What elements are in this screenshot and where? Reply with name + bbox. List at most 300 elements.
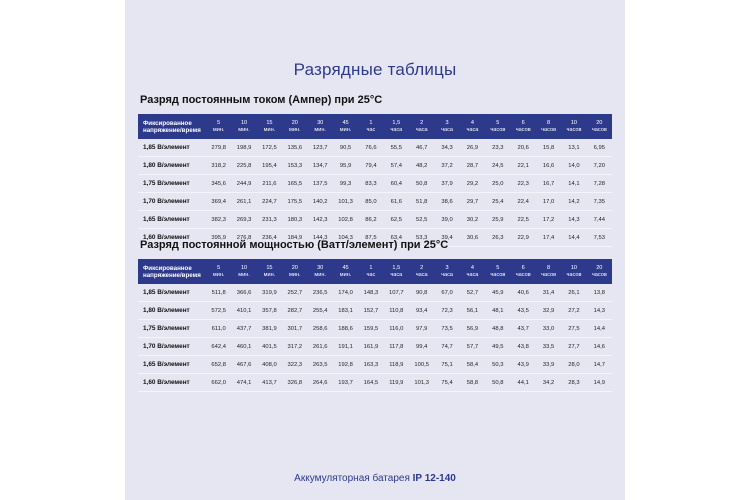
- table-cell: 14,3: [561, 211, 586, 229]
- table-cell: 326,8: [282, 374, 307, 392]
- table-cell: 164,5: [358, 374, 383, 392]
- table-cell: 15,8: [536, 139, 561, 157]
- table-cell: 45,9: [485, 284, 510, 302]
- header-time: [587, 114, 612, 139]
- header-time: [434, 259, 459, 284]
- table-cell: 14,6: [587, 338, 612, 356]
- table-cell: 225,8: [231, 157, 256, 175]
- table-cell: 144,3: [308, 229, 333, 247]
- header-time-value: 1,5: [392, 264, 401, 271]
- table-cell: 224,7: [257, 193, 282, 211]
- table-cell: 195,4: [257, 157, 282, 175]
- table-cell: 261,6: [308, 338, 333, 356]
- table-cell: 62,5: [384, 211, 409, 229]
- table-cell: 7,44: [587, 211, 612, 229]
- header-time: [384, 259, 409, 284]
- table-cell: 183,1: [333, 302, 358, 320]
- header-time-unit: мин.: [289, 126, 301, 133]
- header-time-value: 6: [521, 264, 525, 271]
- header-time: [561, 259, 586, 284]
- table-cell: 357,8: [257, 302, 282, 320]
- table-cell: 44,1: [511, 374, 536, 392]
- table-cell: 269,3: [231, 211, 256, 229]
- table-cell: 118,9: [384, 356, 409, 374]
- table-cell: 642,4: [206, 338, 231, 356]
- page-title: Разрядные таблицы: [293, 60, 457, 79]
- current-discharge-section: [138, 94, 612, 247]
- table-cell: 17,4: [536, 229, 561, 247]
- table-cell: 57,7: [460, 338, 485, 356]
- table-cell: 437,7: [231, 320, 256, 338]
- table-cell: 79,4: [358, 157, 383, 175]
- header-time-value: 8: [547, 264, 551, 271]
- header-time-value: 10: [240, 264, 248, 271]
- table-cell: 184,9: [282, 229, 307, 247]
- table-cell: 53,3: [409, 229, 434, 247]
- table-cell: 252,7: [282, 284, 307, 302]
- table-cell: 60,4: [384, 175, 409, 193]
- header-time: [460, 114, 485, 139]
- footer-model: IP 12-140: [412, 473, 456, 484]
- table-row: [138, 374, 612, 392]
- header-time-value: 30: [317, 264, 324, 271]
- row-label: 1,60 В/элемент: [138, 229, 206, 247]
- table-row: [138, 211, 612, 229]
- header-line: напряжение/время: [143, 271, 201, 279]
- header-time-unit: час: [366, 126, 376, 133]
- table-cell: 31,4: [536, 284, 561, 302]
- header-time-unit: часа: [441, 126, 454, 133]
- table-cell: 14,2: [561, 193, 586, 211]
- document-page: [125, 0, 625, 500]
- header-time: [257, 259, 282, 284]
- table-cell: 175,5: [282, 193, 307, 211]
- table-cell: 55,5: [384, 139, 409, 157]
- row-label: 1,85 В/элемент: [138, 284, 206, 302]
- row-label: 1,80 В/элемент: [138, 157, 206, 175]
- table-cell: 90,8: [409, 284, 434, 302]
- table-cell: 39,4: [434, 229, 459, 247]
- table-cell: 174,0: [333, 284, 358, 302]
- table-cell: 13,1: [561, 139, 586, 157]
- header-time-unit: мин.: [263, 126, 276, 133]
- table-cell: 13,8: [587, 284, 612, 302]
- header-time-unit: часов: [591, 271, 607, 278]
- table-cell: 107,7: [384, 284, 409, 302]
- table-cell: 34,2: [536, 374, 561, 392]
- table-cell: 52,7: [460, 284, 485, 302]
- table-cell: 140,2: [308, 193, 333, 211]
- table-cell: 159,5: [358, 320, 383, 338]
- table-cell: 87,5: [358, 229, 383, 247]
- header-time-unit: мин.: [314, 271, 326, 278]
- table-cell: 20,6: [511, 139, 536, 157]
- table-cell: 97,9: [409, 320, 434, 338]
- table-cell: 37,2: [434, 157, 459, 175]
- header-time: [333, 114, 358, 139]
- header-time: [511, 259, 536, 284]
- table-cell: 50,8: [485, 374, 510, 392]
- table-cell: 38,6: [434, 193, 459, 211]
- table-cell: 152,7: [358, 302, 383, 320]
- table-cell: 32,9: [536, 302, 561, 320]
- table-cell: 49,5: [485, 338, 510, 356]
- header-time-unit: часов: [566, 126, 582, 133]
- table-cell: 165,5: [282, 175, 307, 193]
- header-time: [231, 114, 256, 139]
- header-time-unit: мин.: [212, 271, 225, 278]
- table-title: Разряд постоянным током (Ампер) при 25°C: [140, 94, 383, 106]
- table-cell: 366,6: [231, 284, 256, 302]
- header-time: [231, 259, 256, 284]
- table-cell: 14,3: [587, 302, 612, 320]
- table-cell: 244,9: [231, 175, 256, 193]
- table-cell: 22,5: [511, 211, 536, 229]
- table-cell: 172,5: [257, 139, 282, 157]
- table-cell: 48,8: [485, 320, 510, 338]
- table-cell: 611,0: [206, 320, 231, 338]
- table-header-row: [138, 259, 612, 284]
- header-time-value: 20: [291, 264, 298, 271]
- header-time: [536, 114, 561, 139]
- header-time-unit: мин.: [339, 126, 352, 133]
- header-time-value: 2: [420, 264, 424, 271]
- row-label: 1,65 В/элемент: [138, 211, 206, 229]
- header-time: [384, 114, 409, 139]
- table-cell: 56,1: [460, 302, 485, 320]
- table-cell: 193,7: [333, 374, 358, 392]
- table-cell: 14,4: [587, 320, 612, 338]
- table-row: [138, 139, 612, 157]
- table-cell: 408,0: [257, 356, 282, 374]
- table-row: [138, 356, 612, 374]
- table-cell: 33,5: [536, 338, 561, 356]
- header-time-unit: часов: [515, 271, 531, 278]
- header-time: [333, 259, 358, 284]
- table-row: [138, 157, 612, 175]
- header-time-unit: мин.: [314, 126, 326, 133]
- table-cell: 22,3: [511, 175, 536, 193]
- row-label: 1,75 В/элемент: [138, 175, 206, 193]
- table-cell: 99,4: [409, 338, 434, 356]
- table-cell: 73,5: [434, 320, 459, 338]
- header-time-unit: часа: [415, 126, 428, 133]
- table-cell: 58,8: [460, 374, 485, 392]
- table-cell: 192,8: [333, 356, 358, 374]
- table-cell: 401,5: [257, 338, 282, 356]
- header-time-value: 5: [217, 119, 221, 126]
- table-cell: 460,1: [231, 338, 256, 356]
- table-cell: 75,4: [434, 374, 459, 392]
- table-cell: 142,3: [308, 211, 333, 229]
- table-cell: 43,5: [511, 302, 536, 320]
- table-cell: 27,7: [561, 338, 586, 356]
- table-cell: 236,5: [308, 284, 333, 302]
- table-cell: 26,3: [485, 229, 510, 247]
- header-time-unit: часов: [490, 126, 506, 133]
- table-cell: 57,4: [384, 157, 409, 175]
- header-time-unit: часа: [441, 271, 454, 278]
- table-cell: 37,9: [434, 175, 459, 193]
- table-cell: 34,3: [434, 139, 459, 157]
- table-cell: 28,7: [460, 157, 485, 175]
- table-cell: 134,7: [308, 157, 333, 175]
- table-cell: 46,7: [409, 139, 434, 157]
- table-cell: 39,0: [434, 211, 459, 229]
- table-row: [138, 175, 612, 193]
- table-cell: 14,7: [587, 356, 612, 374]
- table-cell: 100,5: [409, 356, 434, 374]
- header-time-value: 1: [369, 119, 373, 126]
- table-cell: 163,3: [358, 356, 383, 374]
- header-time-value: 20: [291, 119, 298, 126]
- header-time: [206, 259, 231, 284]
- footer-caption: [125, 473, 625, 484]
- table-cell: 198,9: [231, 139, 256, 157]
- table-cell: 48,2: [409, 157, 434, 175]
- table-cell: 67,0: [434, 284, 459, 302]
- table-cell: 48,1: [485, 302, 510, 320]
- table-cell: 662,0: [206, 374, 231, 392]
- table-cell: 410,1: [231, 302, 256, 320]
- table-cell: 85,0: [358, 193, 383, 211]
- header-time: [409, 114, 434, 139]
- header-time-value: 2: [420, 119, 424, 126]
- header-time-value: 1: [369, 264, 373, 271]
- row-label: 1,80 В/элемент: [138, 302, 206, 320]
- header-fixed-voltage: [138, 114, 206, 139]
- header-time-unit: часов: [515, 126, 531, 133]
- table-cell: 7,35: [587, 193, 612, 211]
- table-cell: 29,7: [460, 193, 485, 211]
- table-cell: 102,8: [333, 211, 358, 229]
- header-time: [282, 259, 307, 284]
- header-time: [434, 114, 459, 139]
- header-time: [536, 259, 561, 284]
- table-cell: 16,6: [536, 157, 561, 175]
- table-cell: 261,1: [231, 193, 256, 211]
- header-time: [561, 114, 586, 139]
- table-cell: 95,9: [333, 157, 358, 175]
- table-cell: 17,2: [536, 211, 561, 229]
- table-cell: 72,3: [434, 302, 459, 320]
- header-time-unit: мин.: [339, 271, 352, 278]
- table-cell: 231,3: [257, 211, 282, 229]
- table-cell: 28,0: [561, 356, 586, 374]
- header-time-unit: часов: [541, 271, 557, 278]
- table-row: [138, 320, 612, 338]
- table-cell: 27,5: [561, 320, 586, 338]
- header-time: [460, 259, 485, 284]
- table-cell: 180,3: [282, 211, 307, 229]
- table-cell: 63,4: [384, 229, 409, 247]
- header-time: [409, 259, 434, 284]
- header-line: Фиксированное: [143, 119, 192, 127]
- table-cell: 16,7: [536, 175, 561, 193]
- table-cell: 7,28: [587, 175, 612, 193]
- header-time: [308, 259, 333, 284]
- table-cell: 211,6: [257, 175, 282, 193]
- header-time-value: 45: [342, 264, 349, 271]
- table-cell: 236,4: [257, 229, 282, 247]
- table-cell: 14,9: [587, 374, 612, 392]
- table-cell: 264,6: [308, 374, 333, 392]
- header-time: [358, 114, 383, 139]
- table-cell: 51,8: [409, 193, 434, 211]
- header-time: [257, 114, 282, 139]
- row-label: 1,85 В/элемент: [138, 139, 206, 157]
- header-time-unit: часов: [566, 271, 582, 278]
- header-time: [308, 114, 333, 139]
- table-cell: 50,8: [409, 175, 434, 193]
- table-cell: 33,0: [536, 320, 561, 338]
- table-cell: 14,1: [561, 175, 586, 193]
- table-cell: 652,8: [206, 356, 231, 374]
- header-time-value: 4: [470, 119, 474, 126]
- header-time-unit: часов: [490, 271, 506, 278]
- table-cell: 572,5: [206, 302, 231, 320]
- header-time-unit: мин.: [238, 271, 250, 278]
- table-cell: 86,2: [358, 211, 383, 229]
- header-time-value: 6: [521, 119, 525, 126]
- table-cell: 117,8: [384, 338, 409, 356]
- table-cell: 26,1: [561, 284, 586, 302]
- table-cell: 22,1: [511, 157, 536, 175]
- table-cell: 33,9: [536, 356, 561, 374]
- table-cell: 27,2: [561, 302, 586, 320]
- table-row: [138, 338, 612, 356]
- header-time-value: 45: [342, 119, 349, 126]
- table-cell: 110,8: [384, 302, 409, 320]
- table-cell: 14,0: [561, 157, 586, 175]
- row-label: 1,60 В/элемент: [138, 374, 206, 392]
- table-row: [138, 193, 612, 211]
- table-cell: 319,9: [257, 284, 282, 302]
- table-cell: 25,0: [485, 175, 510, 193]
- table-cell: 76,6: [358, 139, 383, 157]
- header-time: [511, 114, 536, 139]
- table-cell: 43,8: [511, 338, 536, 356]
- table-cell: 26,9: [460, 139, 485, 157]
- table-cell: 318,2: [206, 157, 231, 175]
- table-cell: 75,1: [434, 356, 459, 374]
- table-cell: 279,8: [206, 139, 231, 157]
- table-cell: 22,4: [511, 193, 536, 211]
- table-cell: 137,5: [308, 175, 333, 193]
- row-label: 1,75 В/элемент: [138, 320, 206, 338]
- table-cell: 301,7: [282, 320, 307, 338]
- table-cell: 25,9: [485, 211, 510, 229]
- table-cell: 148,3: [358, 284, 383, 302]
- table-cell: 135,6: [282, 139, 307, 157]
- table-cell: 511,8: [206, 284, 231, 302]
- table-cell: 25,4: [485, 193, 510, 211]
- header-fixed-voltage: [138, 259, 206, 284]
- header-time-value: 8: [547, 119, 551, 126]
- header-time-value: 10: [240, 119, 248, 126]
- header-time-unit: мин.: [212, 126, 225, 133]
- table-cell: 263,5: [308, 356, 333, 374]
- table-cell: 255,4: [308, 302, 333, 320]
- header-time-value: 30: [317, 119, 324, 126]
- table-title: Разряд постоянной мощностью (Ватт/элемент) при 25°C: [140, 239, 449, 251]
- table-cell: 58,4: [460, 356, 485, 374]
- table-cell: 123,7: [308, 139, 333, 157]
- table-cell: 17,0: [536, 193, 561, 211]
- table-cell: 282,7: [282, 302, 307, 320]
- table-cell: 7,53: [587, 229, 612, 247]
- table-row: [138, 302, 612, 320]
- header-line: Фиксированное: [143, 264, 192, 272]
- table-cell: 28,3: [561, 374, 586, 392]
- table-cell: 381,9: [257, 320, 282, 338]
- header-time-unit: часов: [591, 126, 607, 133]
- table-cell: 101,3: [409, 374, 434, 392]
- table-cell: 99,3: [333, 175, 358, 193]
- table-cell: 467,6: [231, 356, 256, 374]
- table-cell: 119,9: [384, 374, 409, 392]
- header-time-value: 1,5: [392, 119, 401, 126]
- header-time-value: 5: [217, 264, 221, 271]
- header-line: напряжение/время: [143, 126, 201, 134]
- header-time-unit: часа: [390, 271, 403, 278]
- header-time-value: 10: [570, 119, 578, 126]
- table-cell: 153,3: [282, 157, 307, 175]
- header-time: [485, 114, 510, 139]
- header-time: [282, 114, 307, 139]
- header-time-unit: мин.: [263, 271, 276, 278]
- table-row: [138, 284, 612, 302]
- table-cell: 83,3: [358, 175, 383, 193]
- table-cell: 22,9: [511, 229, 536, 247]
- table-cell: 30,6: [460, 229, 485, 247]
- power-discharge-section: [138, 239, 612, 392]
- header-time-value: 3: [445, 264, 449, 271]
- table-cell: 14,4: [561, 229, 586, 247]
- table-cell: 413,7: [257, 374, 282, 392]
- header-time-unit: часа: [390, 126, 403, 133]
- header-time: [587, 259, 612, 284]
- table-cell: 276,8: [231, 229, 256, 247]
- header-time-value: 15: [266, 264, 273, 271]
- table-cell: 101,3: [333, 193, 358, 211]
- table-cell: 43,9: [511, 356, 536, 374]
- header-time-unit: мин.: [289, 271, 301, 278]
- table-cell: 93,4: [409, 302, 434, 320]
- header-time-unit: часа: [466, 271, 479, 278]
- table-cell: 345,6: [206, 175, 231, 193]
- header-time-value: 20: [596, 119, 603, 126]
- header-time-value: 10: [570, 264, 578, 271]
- table-cell: 258,6: [308, 320, 333, 338]
- table-cell: 56,9: [460, 320, 485, 338]
- row-label: 1,70 В/элемент: [138, 338, 206, 356]
- table-cell: 90,5: [333, 139, 358, 157]
- header-time: [358, 259, 383, 284]
- table-cell: 43,7: [511, 320, 536, 338]
- table-cell: 395,9: [206, 229, 231, 247]
- table-cell: 61,6: [384, 193, 409, 211]
- table-cell: 74,7: [434, 338, 459, 356]
- header-time-unit: часа: [415, 271, 428, 278]
- header-time-value: 3: [445, 119, 449, 126]
- table-cell: 317,2: [282, 338, 307, 356]
- table-cell: 6,95: [587, 139, 612, 157]
- header-time: [485, 259, 510, 284]
- table-cell: 52,5: [409, 211, 434, 229]
- header-time-value: 5: [496, 264, 500, 271]
- table-cell: 191,1: [333, 338, 358, 356]
